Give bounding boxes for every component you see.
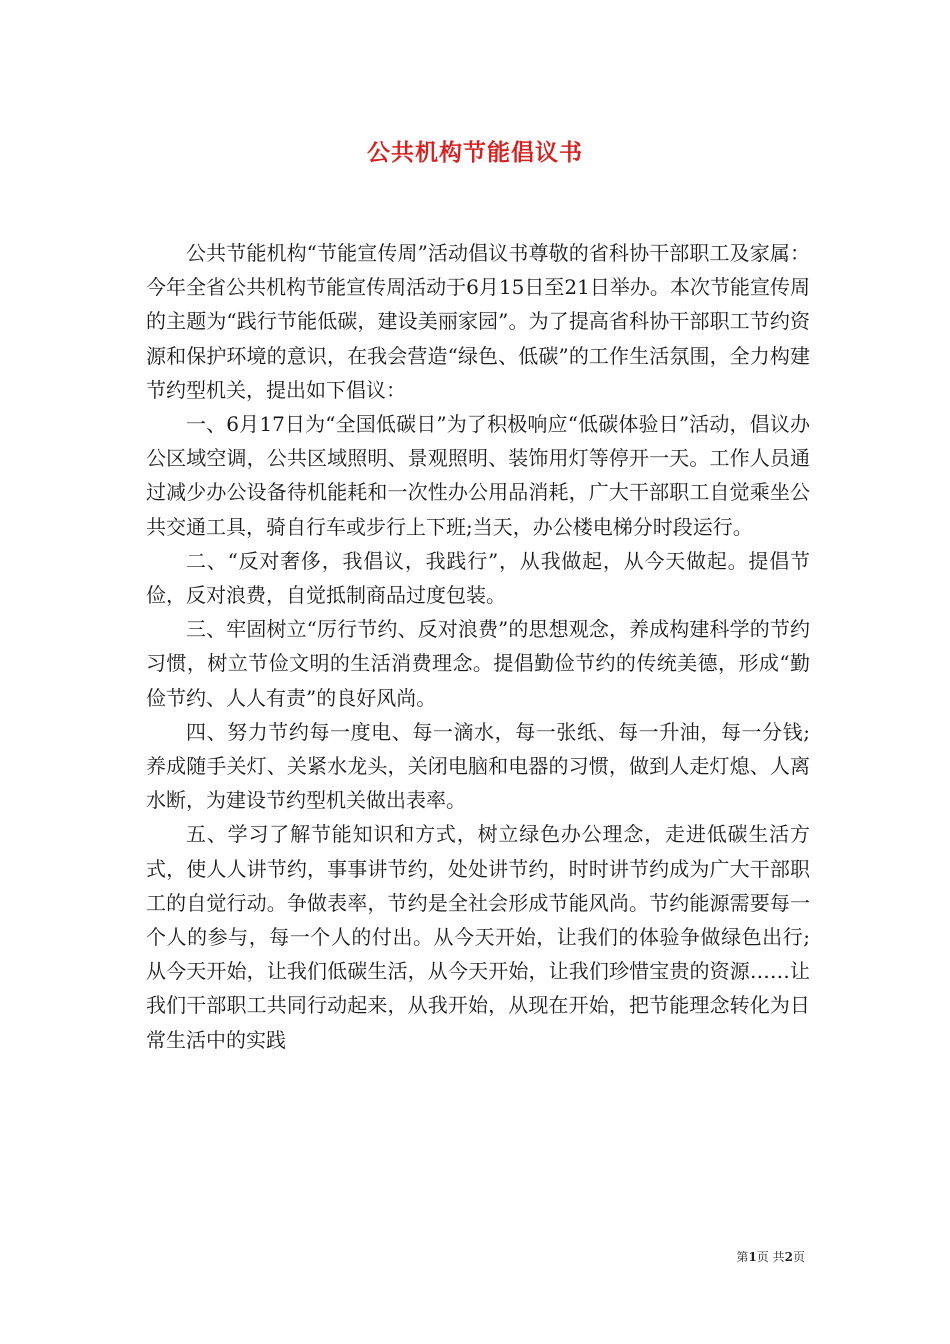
paragraph-item-3: 三、牢固树立“厉行节约、反对浪费”的思想观念，养成构建科学的节约习惯，树立节俭文明的生活消费理念。提倡勤俭节约的传统美德，形成“勤俭节约、人人有责”的良好风尚。 xyxy=(146,617,810,710)
document-body xyxy=(146,236,810,1057)
total-page-number: 2 xyxy=(784,1250,793,1264)
page-number-footer xyxy=(736,1248,805,1265)
document-title: 公共机构节能倡议书 xyxy=(367,140,583,166)
paragraph-item-1: 一、6月17日为“全国低碳日”为了积极响应“低碳体验日”活动，倡议办公区域空调，公共区域照明、景观照明、装饰用灯等停开一天。工作人员通过减少办公设备待机能耗和一次性办公用品消耗，广大干部职工自觉乘坐公共交通工具，骑自行车或步行上下班;当天，办公楼电梯分时段运行。 xyxy=(146,412,810,539)
paragraph-item-4: 四、努力节约每一度电、每一滴水，每一张纸、每一升油，每一分钱;养成随手关灯、关紧水龙头，关闭电脑和电器的习惯，做到人走灯熄、人离水断，为建设节约型机关做出表率。 xyxy=(146,719,810,813)
paragraph-item-5: 五、学习了解节能知识和方式，树立绿色办公理念，走进低碳生活方式，使人人讲节约，事事讲节约，处处讲节约，时时讲节约成为广大干部职工的自觉行动。争做表率，节约是全社会形成节能风尚。节约能源需要每一个人的参与，每一个人的付出。从今天开始，让我们的体验争做绿色出行;从今天开始，让我们低碳生活，从今天开始，让我们珍惜宝贵的资源……让我们干部职工共同行动起来，从我开始，从现在开始，把节能理念转化为日常生活中的实践 xyxy=(146,822,810,1052)
paragraph-intro: 公共节能机构“节能宣传周”活动倡议书尊敬的省科协干部职工及家属：今年全省公共机构节能宣传周活动于6月15日至21日举办。本次节能宣传周的主题为“践行节能低碳，建设美丽家园”。为了提高省科协干部职工节约资源和保护环境的意识，在我会营造“绿色、低碳”的工作生活氛围，全力构建节约型机关，提出如下倡议： xyxy=(146,241,810,402)
footer-middle: 页 共 xyxy=(756,1250,785,1264)
footer-suffix: 页 xyxy=(792,1250,805,1264)
paragraph-item-2: 二、“反对奢侈，我倡议，我践行”，从我做起，从今天做起。提倡节俭，反对浪费，自觉抵制商品过度包装。 xyxy=(146,548,810,608)
current-page-number: 1 xyxy=(748,1250,757,1264)
footer-prefix: 第 xyxy=(736,1250,749,1264)
